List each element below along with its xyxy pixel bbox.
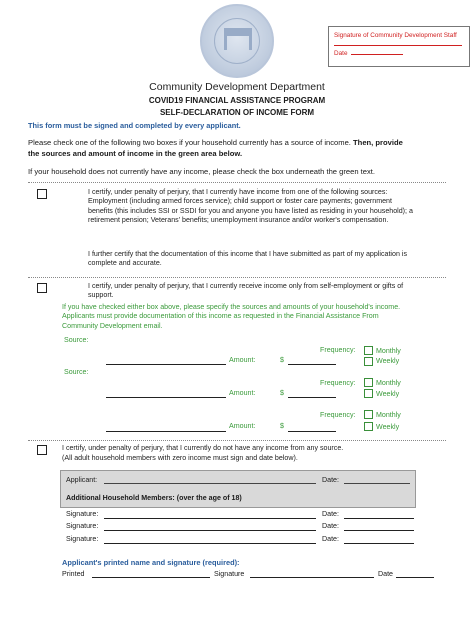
amount-input[interactable] (288, 431, 336, 432)
option1-documentation: I further certify that the documentation of this income that I have submitted as part of my application is complete and accurate. (88, 250, 407, 268)
program-title: COVID19 FINANCIAL ASSISTANCE PROGRAM (148, 96, 326, 105)
option1-certification: I certify, under penalty of perjury, that I currently have income from one of the following sources: Employment (including armed forces service); child support or foster care payments; government benefits (this includes SSI or SSDI for you and anyone you have listed as residing in your household); a retirement pension; Veterans' benefits; unemployment insurance and/or worker's compensation. (88, 188, 413, 224)
no-income-checkbox[interactable] (37, 445, 47, 455)
staff-signature-label: Signature of Community Development Staff (334, 32, 457, 39)
printed-signature-label: Signature (214, 570, 245, 578)
member-date-input[interactable] (344, 530, 414, 531)
weekly-checkbox[interactable] (364, 357, 373, 366)
dollar-sign: $ (280, 422, 284, 430)
applicant-date-label: Date: (322, 476, 339, 484)
additional-members-header: Additional Household Members: (over the age of 18) (66, 494, 242, 502)
option3-line2: (All adult household members with zero income must sign and date below). (62, 454, 298, 462)
member-date-input[interactable] (344, 543, 414, 544)
amount-label: Amount: (229, 422, 256, 430)
source-label: Source: (64, 368, 89, 376)
source-input[interactable] (106, 364, 226, 365)
dollar-sign: $ (280, 356, 284, 364)
source-input[interactable] (106, 431, 226, 432)
divider (28, 440, 446, 441)
green-instructions: If you have checked either box above, please specify the sources and amounts of your household's income. Applicants must provide documentation of this income as requested in the Financial Assistance From Community Development email. (62, 303, 401, 330)
printed-date-label: Date (378, 570, 393, 578)
amount-input[interactable] (288, 397, 336, 398)
county-seal-logo (200, 4, 274, 78)
member-signature-label: Signature: (66, 522, 99, 530)
weekly-label: Weekly (376, 423, 400, 431)
staff-date-row (334, 49, 464, 58)
source-input[interactable] (106, 397, 226, 398)
option3-line1: I certify, under penalty of perjury, that I currently do not have any income from any source. (62, 444, 344, 452)
staff-signature-box (328, 26, 470, 67)
printed-date-input[interactable] (396, 577, 434, 578)
printed-label: Printed (62, 570, 85, 578)
department-title: Community Development Department (149, 81, 325, 93)
applicant-date-input[interactable] (344, 483, 410, 484)
monthly-checkbox[interactable] (364, 378, 373, 387)
frequency-label: Frequency: (320, 411, 356, 419)
weekly-label: Weekly (376, 357, 400, 365)
divider (28, 277, 446, 278)
monthly-label: Monthly (376, 347, 401, 355)
instructions-line3: If your household does not currently have any income, please check the box underneath the green text. (28, 167, 376, 176)
instructions-line1 (28, 138, 453, 148)
member-signature-input[interactable] (104, 530, 316, 531)
form-title: SELF-DECLARATION OF INCOME FORM (159, 108, 315, 117)
staff-signature-line[interactable] (334, 40, 464, 49)
weekly-checkbox[interactable] (364, 422, 373, 431)
frequency-label: Frequency: (320, 346, 356, 354)
frequency-label: Frequency: (320, 379, 356, 387)
member-signature-input[interactable] (104, 543, 316, 544)
monthly-label: Monthly (376, 379, 401, 387)
option2-certification: I certify, under penalty of perjury, that I currently receive income only from self-employment or gifts of support. (88, 282, 404, 300)
weekly-label: Weekly (376, 390, 400, 398)
member-date-label: Date: (322, 535, 339, 543)
instructions-line1-plain: Please check one of the following two boxes if your household currently has a source of income. (28, 138, 351, 147)
member-signature-label: Signature: (66, 535, 99, 543)
dollar-sign: $ (280, 389, 284, 397)
applicant-signature-input[interactable] (104, 483, 316, 484)
staff-date-label: Date (334, 50, 348, 57)
member-signature-label: Signature: (66, 510, 99, 518)
instructions-line1-bold: Then, provide (353, 138, 403, 147)
staff-date-line[interactable] (351, 49, 403, 55)
applicant-label: Applicant: (66, 476, 98, 484)
divider (28, 182, 446, 183)
printed-name-input[interactable] (92, 577, 210, 578)
printed-signature-input[interactable] (250, 577, 374, 578)
monthly-checkbox[interactable] (364, 410, 373, 419)
seal-building-icon (224, 28, 252, 50)
instructions-line2: the sources and amount of income in the green area below. (28, 149, 243, 158)
weekly-checkbox[interactable] (364, 389, 373, 398)
income-sources-checkbox[interactable] (37, 189, 47, 199)
printed-name-header: Applicant's printed name and signature (required): (62, 558, 240, 567)
applicant-signature-area (60, 470, 416, 508)
amount-label: Amount: (229, 356, 256, 364)
signature-notice: This form must be signed and completed by every applicant. (28, 121, 241, 130)
member-date-label: Date: (322, 522, 339, 530)
self-employment-checkbox[interactable] (37, 283, 47, 293)
amount-input[interactable] (288, 364, 336, 365)
member-date-input[interactable] (344, 518, 414, 519)
member-signature-input[interactable] (104, 518, 316, 519)
amount-label: Amount: (229, 389, 256, 397)
member-date-label: Date: (322, 510, 339, 518)
source-label: Source: (64, 336, 89, 344)
monthly-label: Monthly (376, 411, 401, 419)
monthly-checkbox[interactable] (364, 346, 373, 355)
